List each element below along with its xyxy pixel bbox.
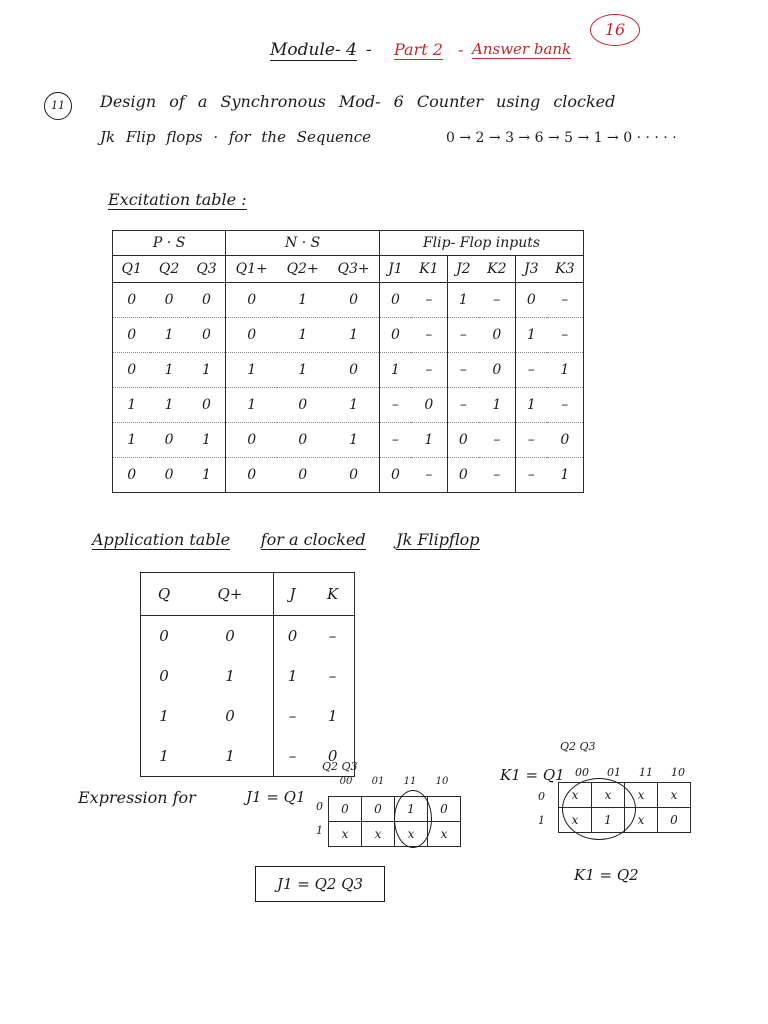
k1_map-cell: x bbox=[559, 783, 592, 808]
application-heading-a: Application table bbox=[92, 530, 231, 549]
question-line-1: Design of a Synchronous Mod- 6 Counter using clocked bbox=[100, 92, 616, 111]
exc-cell: – bbox=[448, 353, 479, 388]
exc-cell: 1 bbox=[515, 318, 546, 353]
k1_map-col-code: 00 bbox=[575, 766, 589, 779]
exc-cell: – bbox=[380, 423, 411, 458]
exc-cell: 0 bbox=[547, 423, 584, 458]
app-cell: – bbox=[288, 747, 297, 765]
exc-cell: 0 bbox=[113, 353, 151, 388]
app-col-q-next: Q+ bbox=[187, 573, 273, 616]
exc-col-k2: K2 bbox=[479, 256, 516, 283]
part-label: Part 2 bbox=[394, 40, 443, 59]
exc-col-j2: J2 bbox=[448, 256, 479, 283]
exc-cell: 0 bbox=[411, 388, 448, 423]
exc-cell: 0 bbox=[188, 388, 226, 423]
k1_map-col-code: 10 bbox=[671, 766, 685, 779]
exc-cell: 0 bbox=[277, 388, 328, 423]
exc-cell: – bbox=[479, 423, 516, 458]
app-row bbox=[141, 696, 355, 736]
exc-cell: 0 bbox=[380, 458, 411, 493]
j1_map-cell: 0 bbox=[428, 797, 461, 822]
exc-cell: – bbox=[411, 318, 448, 353]
exc-cell: 0 bbox=[479, 353, 516, 388]
app-cell: 0 bbox=[327, 747, 338, 765]
k1_map-cell: x bbox=[559, 808, 592, 833]
app-cell: – bbox=[288, 707, 297, 725]
j1_map-cell: 1 bbox=[395, 797, 428, 822]
k1_map-cell: x bbox=[625, 783, 658, 808]
k1-func: K1 = Q1 bbox=[500, 766, 565, 784]
exc-cell: 1 bbox=[113, 423, 151, 458]
title-dash-2: - bbox=[458, 40, 464, 59]
exc-cell: 1 bbox=[328, 388, 379, 423]
exc-row bbox=[113, 388, 584, 423]
j1_map-cell: x bbox=[362, 822, 395, 847]
app-col-k: K bbox=[311, 573, 354, 616]
exc-cell: – bbox=[380, 388, 411, 423]
group-ff-inputs: Flip- Flop inputs bbox=[380, 231, 584, 256]
exc-cell: 0 bbox=[150, 283, 187, 318]
exc-cell: 1 bbox=[328, 318, 379, 353]
exc-cell: 0 bbox=[113, 283, 151, 318]
exc-col-q3-next: Q3+ bbox=[328, 256, 379, 283]
exc-col-j1: J1 bbox=[380, 256, 411, 283]
exc-cell: 0 bbox=[277, 458, 328, 493]
exc-col-q2-next: Q2+ bbox=[277, 256, 328, 283]
exc-cell: 0 bbox=[515, 283, 546, 318]
app-cell: 1 bbox=[327, 707, 338, 725]
exc-cell: 0 bbox=[448, 458, 479, 493]
exc-cell: 0 bbox=[380, 318, 411, 353]
exc-cell: 0 bbox=[150, 423, 187, 458]
exc-cell: – bbox=[547, 318, 584, 353]
app-cell: 1 bbox=[187, 736, 273, 777]
exc-row bbox=[113, 353, 584, 388]
application-heading-c: Jk Flipflop bbox=[396, 530, 480, 549]
exc-cell: 1 bbox=[188, 423, 226, 458]
exc-cell: – bbox=[411, 458, 448, 493]
exc-cell: – bbox=[515, 353, 546, 388]
k1_map-col-code: 11 bbox=[639, 766, 653, 779]
exc-cell: 1 bbox=[188, 353, 226, 388]
j1-col-codes bbox=[330, 776, 458, 787]
app-cell: – bbox=[328, 627, 337, 645]
j1_map-cell: x bbox=[395, 822, 428, 847]
j1-col-vars: Q2 Q3 bbox=[322, 760, 358, 773]
k1_map-row-code: 0 bbox=[538, 790, 545, 803]
exc-cell: – bbox=[448, 388, 479, 423]
exc-cell: 1 bbox=[380, 353, 411, 388]
k1_map-cell: x bbox=[658, 783, 691, 808]
app-cell: 1 bbox=[287, 667, 298, 685]
exc-cell: 1 bbox=[547, 458, 584, 493]
app-cell: – bbox=[328, 667, 337, 685]
exc-cell: 0 bbox=[277, 423, 328, 458]
app-cell: 0 bbox=[187, 616, 273, 657]
app-cell: 0 bbox=[287, 627, 298, 645]
group-next-state: N · S bbox=[226, 231, 380, 256]
j1_map-col-code: 10 bbox=[435, 776, 449, 787]
exc-cell: 1 bbox=[328, 423, 379, 458]
excitation-table bbox=[112, 230, 584, 493]
exc-cell: 1 bbox=[448, 283, 479, 318]
k1-group-oval bbox=[562, 778, 636, 840]
exc-col-q1: Q1 bbox=[113, 256, 151, 283]
app-col-q: Q bbox=[141, 573, 188, 616]
j1_map-cell: 0 bbox=[362, 797, 395, 822]
exc-cell: 0 bbox=[479, 318, 516, 353]
exc-row bbox=[113, 283, 584, 318]
j1-func: J1 = Q1 bbox=[246, 788, 306, 806]
exc-cell: 0 bbox=[226, 283, 277, 318]
j1_map-col-code: 01 bbox=[371, 776, 385, 787]
exc-cell: 1 bbox=[150, 318, 187, 353]
exc-cell: – bbox=[547, 388, 584, 423]
exc-cell: 0 bbox=[113, 318, 151, 353]
k1-row-codes bbox=[538, 790, 545, 838]
exc-cell: 1 bbox=[277, 353, 328, 388]
exc-cell: 1 bbox=[226, 353, 277, 388]
app-cell: 1 bbox=[159, 707, 169, 725]
j1_map-col-code: 11 bbox=[403, 776, 417, 787]
module-title: Module- 4 bbox=[270, 40, 357, 60]
exc-cell: – bbox=[479, 283, 516, 318]
app-cell: 1 bbox=[187, 656, 273, 696]
exc-cell: – bbox=[547, 283, 584, 318]
j1_map-row-code: 0 bbox=[316, 800, 323, 813]
exc-col-q1-next: Q1+ bbox=[226, 256, 277, 283]
question-number: 11 bbox=[44, 92, 72, 120]
exc-col-q2: Q2 bbox=[150, 256, 187, 283]
exc-cell: 0 bbox=[188, 283, 226, 318]
exc-cell: 0 bbox=[328, 458, 379, 493]
exc-cell: 1 bbox=[479, 388, 516, 423]
exc-cell: 0 bbox=[380, 283, 411, 318]
question-line-2: Jk Flip flops · for the Sequence bbox=[100, 128, 371, 146]
k1-col-codes bbox=[566, 766, 694, 779]
exc-cell: 1 bbox=[188, 458, 226, 493]
j1-group-oval bbox=[394, 790, 432, 848]
exc-col-k1: K1 bbox=[411, 256, 448, 283]
exc-cell: 0 bbox=[328, 283, 379, 318]
exc-cell: 1 bbox=[113, 388, 151, 423]
exc-col-k3: K3 bbox=[547, 256, 584, 283]
exc-cell: 0 bbox=[448, 423, 479, 458]
j1_map-row-code: 1 bbox=[316, 824, 323, 837]
exc-col-q3: Q3 bbox=[188, 256, 226, 283]
exc-cell: – bbox=[411, 353, 448, 388]
exc-cell: 1 bbox=[277, 283, 328, 318]
exc-cell: 0 bbox=[328, 353, 379, 388]
app-cell: 0 bbox=[187, 696, 273, 736]
j1_map-cell: 0 bbox=[329, 797, 362, 822]
app-row bbox=[141, 656, 355, 696]
app-col-j: J bbox=[273, 573, 311, 616]
application-heading bbox=[92, 530, 480, 549]
k1_map-cell: x bbox=[592, 783, 625, 808]
exc-cell: 1 bbox=[515, 388, 546, 423]
k1_map-cell: x bbox=[625, 808, 658, 833]
group-present-state: P · S bbox=[113, 231, 226, 256]
exc-cell: – bbox=[448, 318, 479, 353]
k1_map-cell: 1 bbox=[592, 808, 625, 833]
exc-row bbox=[113, 318, 584, 353]
j1-expression-label: Expression for bbox=[78, 788, 196, 807]
exc-cell: 1 bbox=[411, 423, 448, 458]
exc-cell: 0 bbox=[188, 318, 226, 353]
exc-cell: 0 bbox=[150, 458, 187, 493]
app-row bbox=[141, 616, 355, 657]
exc-row bbox=[113, 423, 584, 458]
j1_map-cell: x bbox=[329, 822, 362, 847]
app-cell: 1 bbox=[159, 747, 169, 765]
exc-cell: 1 bbox=[277, 318, 328, 353]
exc-cell: 0 bbox=[226, 318, 277, 353]
k1-result: K1 = Q2 bbox=[574, 866, 639, 884]
page-number: 16 bbox=[590, 14, 640, 46]
j1_map-cell: x bbox=[428, 822, 461, 847]
exc-col-j3: J3 bbox=[515, 256, 546, 283]
j1-row-codes bbox=[316, 800, 323, 848]
excitation-heading: Excitation table : bbox=[108, 190, 247, 209]
answer-bank-label: Answer bank bbox=[472, 40, 572, 58]
exc-row bbox=[113, 458, 584, 493]
app-cell: 0 bbox=[159, 627, 169, 645]
title-dash-1: - bbox=[366, 40, 372, 60]
k1-col-vars: Q2 Q3 bbox=[560, 740, 596, 753]
exc-cell: 0 bbox=[226, 423, 277, 458]
exc-cell: – bbox=[515, 423, 546, 458]
j1_map-col-code: 00 bbox=[339, 776, 353, 787]
exc-cell: 1 bbox=[150, 388, 187, 423]
k1_map-row-code: 1 bbox=[538, 814, 545, 827]
k1_map-col-code: 01 bbox=[607, 766, 621, 779]
exc-cell: – bbox=[411, 283, 448, 318]
exc-cell: 0 bbox=[226, 458, 277, 493]
j1-result: J1 = Q2 Q3 bbox=[255, 866, 385, 902]
exc-cell: 1 bbox=[547, 353, 584, 388]
exc-cell: 0 bbox=[113, 458, 151, 493]
k1_map-cell: 0 bbox=[658, 808, 691, 833]
sequence: 0 → 2 → 3 → 6 → 5 → 1 → 0 · · · · · bbox=[446, 130, 677, 146]
application-heading-b: for a clocked bbox=[260, 530, 366, 549]
exc-cell: 1 bbox=[226, 388, 277, 423]
exc-cell: 1 bbox=[150, 353, 187, 388]
application-table bbox=[140, 572, 355, 777]
exc-cell: – bbox=[479, 458, 516, 493]
app-cell: 0 bbox=[159, 667, 169, 685]
exc-cell: – bbox=[515, 458, 546, 493]
